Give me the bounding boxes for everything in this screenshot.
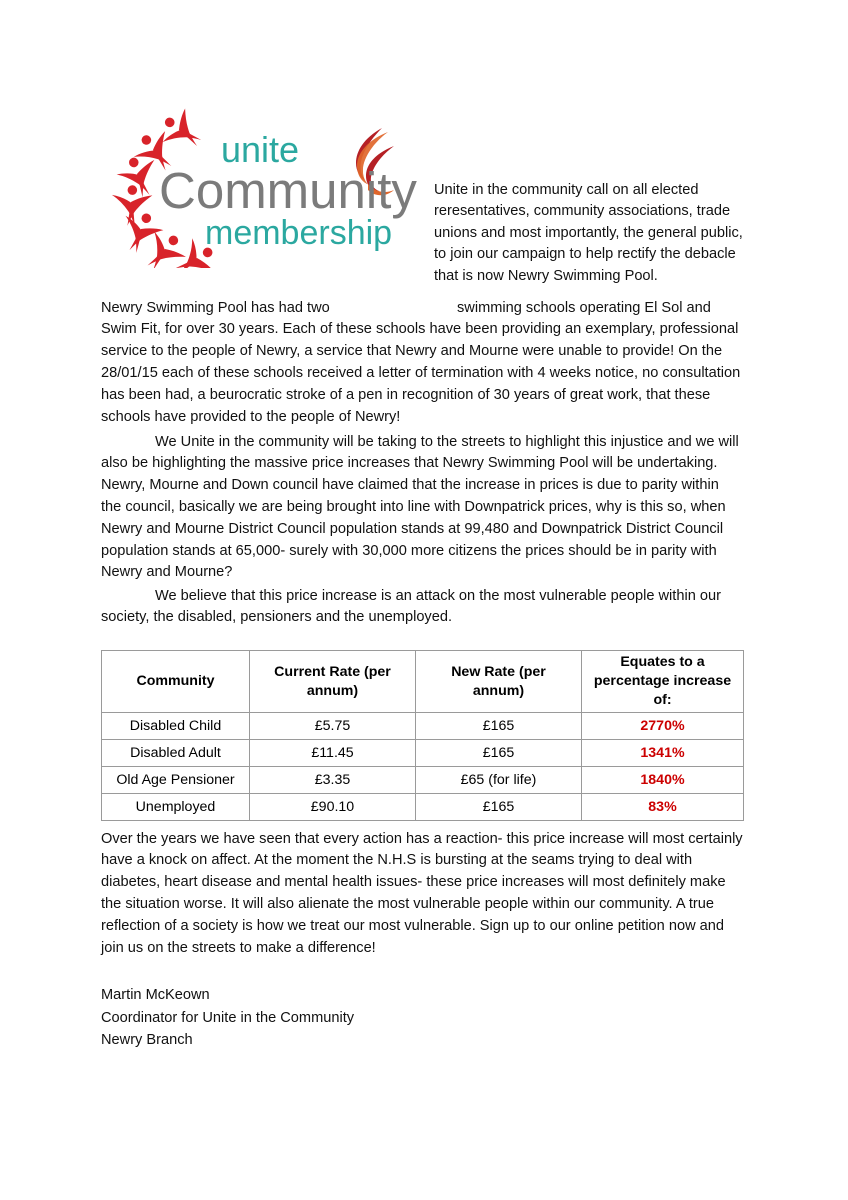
cell-percentage-increase: 2770%: [582, 713, 744, 740]
table-row: [102, 713, 744, 740]
logo-artwork: [101, 108, 421, 268]
cell-community: Unemployed: [102, 794, 250, 821]
document-header: [101, 108, 743, 284]
signature-branch: Newry Branch: [101, 1032, 193, 1048]
paragraph-2-lead: Newry Swimming Pool has had two: [101, 299, 330, 316]
paragraph-4-body: We believe that this price increase is an attack on the most vulnerable people within our society, the disabled, pensioners and the unemployed.: [101, 587, 721, 626]
cell-new-rate: £165: [416, 794, 582, 821]
logo-word-membership: membership: [205, 214, 393, 252]
intro-paragraph: Unite in the community call on all elected reresentatives, community associations, trade unions and most importantly, the general public, to join our campaign to help rectify the debacle that is now Newry Swimming Pool.: [434, 181, 743, 284]
paragraph-2: [101, 298, 743, 429]
cell-new-rate: £65 (for life): [416, 767, 582, 794]
signature-role: Coordinator for Unite in the Community: [101, 1009, 355, 1026]
paragraph-5: Over the years we have seen that every action has a reaction- this price increase will most certainly have a knock on affect. At the moment the N.H.S is bursting at the seams trying to deal with diabetes, heart disease and mental health issues- these price increases will most definitely make the situation worse. It will also alienate the most vulnerable people within our community. A true reflection of a society is how we treat our most vulnerable. Sign up to our online petition now and join us on the streets to make a difference!: [101, 830, 743, 956]
cell-new-rate: £165: [416, 713, 582, 740]
table-row: [102, 794, 744, 821]
column-header-percentage-increase: Equates to a percentage increase of:: [582, 651, 744, 713]
table-row: [102, 767, 744, 794]
paragraph-4: [101, 586, 743, 630]
signature-name: Martin McKeown: [101, 987, 210, 1003]
cell-current-rate: £90.10: [250, 794, 416, 821]
logo-word-community: Community: [159, 162, 417, 219]
cell-percentage-increase: 83%: [582, 794, 744, 821]
table-header-row: [102, 651, 744, 713]
logo-word-unite: unite: [221, 129, 300, 170]
cell-community: Disabled Child: [102, 713, 250, 740]
cell-community: Old Age Pensioner: [102, 767, 250, 794]
rate-comparison-table: [101, 650, 744, 821]
paragraph-3-body: We Unite in the community will be taking to the streets to highlight this injustice and we will also be highlighting the massive price increases that Newry Swimming Pool will be undertaking. Newry, Mourne and Down council have claimed that the increase in prices is due to parity within the council, basically we are being brought into line with Downpatrick prices, why is this so, when Newry and Mourne District Council population stands at 99,480 and Downpatrick District Council population stands at 65,000- surely with 30,000 more citizens the prices should be in parity with Newry and Mourne?: [101, 433, 739, 581]
paragraph-2-body: swimming schools operating El Sol and Swim Fit, for over 30 years. Each of these schools have been providing an exemplary, professional service to the people of Newry, a service that Newry and Mourne were unable to provide! On the 28/01/15 each of these schools received a letter of termination with 4 weeks notice, no consultation has been had, a beurocratic stroke of a pen in recognition of 30 years of great work, that these schools have provided to the people of Newry!: [101, 299, 741, 425]
cell-percentage-increase: 1341%: [582, 740, 744, 767]
cell-community: Disabled Adult: [102, 740, 250, 767]
cell-current-rate: £5.75: [250, 713, 416, 740]
cell-new-rate: £165: [416, 740, 582, 767]
table-row: [102, 740, 744, 767]
paragraph-3: [101, 432, 743, 585]
column-header-new-rate: New Rate (per annum): [416, 651, 582, 713]
cell-current-rate: £11.45: [250, 740, 416, 767]
unite-community-logo: [101, 108, 421, 268]
signature-block: [101, 984, 354, 1052]
cell-current-rate: £3.35: [250, 767, 416, 794]
column-header-current-rate: Current Rate (per annum): [250, 651, 416, 713]
cell-percentage-increase: 1840%: [582, 767, 744, 794]
column-header-community: Community: [102, 651, 250, 713]
